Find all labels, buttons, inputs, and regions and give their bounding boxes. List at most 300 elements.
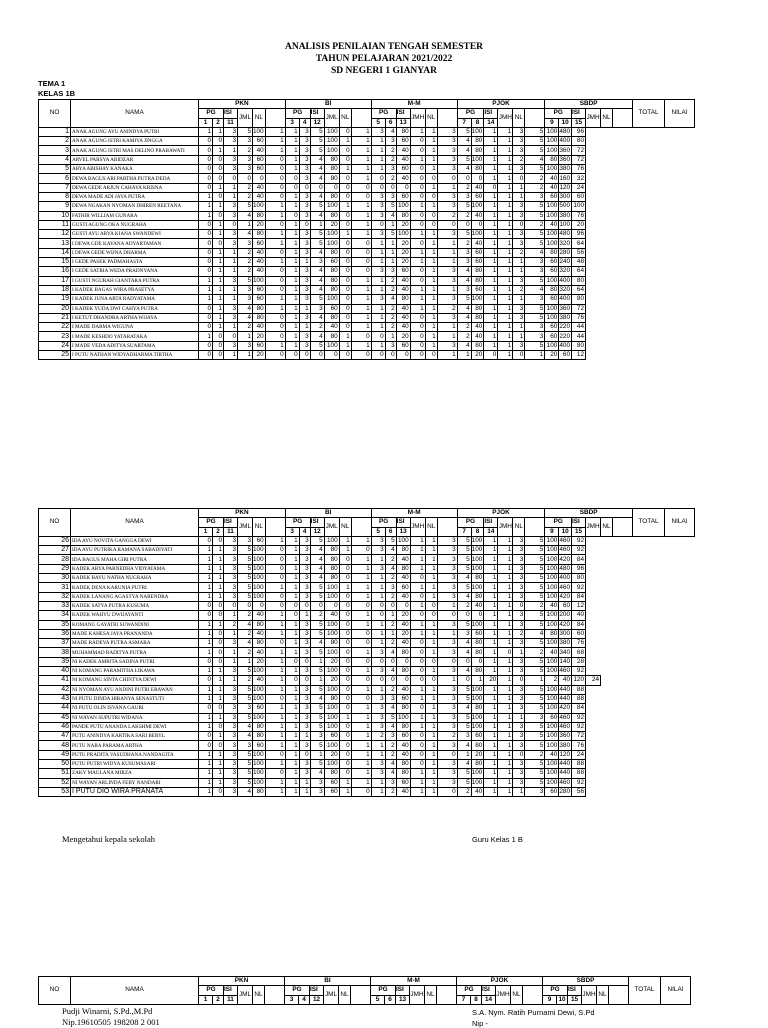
student-name: PUTU NARA PARAMA ARTHA [71,741,199,750]
score-cell: 5 [238,127,253,136]
table-row [39,165,695,174]
score-cell: 1 [484,760,498,769]
score-cell: 2 [457,601,471,610]
total-cell: 280 [559,248,571,256]
total-cell: 460 [559,583,571,591]
score-cell: 3 [437,592,457,601]
score-cell: 0 [213,174,224,183]
score-cell: 1 [498,165,513,174]
table-row [39,778,695,787]
score-cell: 100 [398,230,409,238]
score-cell: 1 [265,239,285,248]
score-cell: 1 [265,127,285,136]
pg-header: PG [285,986,310,995]
nilai-cell: 100 [573,202,585,210]
score-cell: 80 [471,146,484,155]
score-cell: 1 [339,341,351,350]
score-cell: 3 [437,536,457,545]
score-cell: 2 [457,239,471,248]
question-number: 6 [385,118,396,127]
score-cell: 80 [253,211,266,220]
score-cell: 0 [339,750,351,759]
score-cell: 0 [265,574,285,583]
score-cell: 80 [324,192,339,201]
total-cell: 300 [559,630,571,637]
score-cell: 3 [299,592,310,601]
nilai-cell: 72 [572,732,586,741]
score-cell: 3 [513,732,525,741]
score-cell: 40 [396,313,410,322]
score-cell: 3 [224,750,238,759]
score-cell: 2 [385,787,396,796]
table-row [39,592,695,601]
score-cell: 0 [351,546,371,555]
score-cell: 100 [546,146,558,154]
score-cell: 1 [498,155,513,164]
score-cell: 1 [265,778,285,787]
score-cell: 1 [498,592,513,601]
score-cell: 4 [457,313,471,322]
score-cell: 1 [425,127,437,136]
score-cell: 1 [410,694,425,703]
score-cell: 2 [238,192,253,201]
score-cell: 1 [425,574,437,583]
score-cell: 4 [385,667,396,676]
score-cell: 3 [513,137,525,146]
score-cell: 0 [265,220,285,229]
score-cell: 5 [525,722,545,731]
score-cell: 100 [546,165,558,173]
score-cell: 0 [484,351,498,360]
score-cell: 4 [310,564,324,573]
score-cell: 4 [457,704,471,713]
score-cell: 80 [396,564,410,573]
score-cell: 1 [213,304,224,313]
score-cell: 3 [385,341,396,350]
score-cell: 3 [437,760,457,769]
score-cell: 80 [324,332,339,341]
score-cell: 80 [545,629,559,638]
score-cell: 1 [484,341,498,350]
table-row [39,694,695,703]
question-number: 12 [310,527,324,536]
score-cell: 80 [545,285,559,294]
score-cell: 3 [299,741,310,750]
score-cell: 3 [457,248,471,257]
score-cell: 4 [238,722,253,731]
score-cell: 1 [224,183,238,192]
score-cell: 5 [457,564,471,573]
score-cell: 3 [525,713,545,722]
score-cell: 1 [484,267,498,276]
score-cell: 1 [265,648,285,657]
score-cell: 2 [385,174,396,183]
nilai-cell: 72 [572,155,586,164]
score-cell: 4 [457,165,471,174]
row-number: 17 [39,276,71,285]
score-cell: 1 [371,146,385,155]
score-cell: 5 [238,564,253,573]
score-cell: 1 [339,332,351,341]
student-name: I KADEK JUNA ARTA RADYATAMA [71,295,199,304]
total-cell: 360 [559,155,571,163]
score-cell: 1 [498,536,513,545]
question-number: 11 [224,995,238,1004]
isi-header: ISI [396,986,410,995]
question-number: 15 [572,527,586,536]
score-cell: 100 [546,546,558,554]
score-cell: 3 [385,778,396,787]
nilai-cell: 84 [572,592,586,601]
score-cell: 100 [253,750,264,758]
score-cell: 3 [513,657,525,666]
score-cell: 60 [253,741,266,750]
score-cell: 1 [339,546,351,555]
score-cell: 1 [410,202,425,211]
score-cell: 0 [339,220,351,229]
score-cell: 0 [396,676,410,685]
score-cell: 1 [199,592,213,601]
score-cell: 1 [498,127,513,136]
score-cell: 5 [310,536,324,545]
score-cell: 3 [299,648,310,657]
score-cell: 1 [484,155,498,164]
score-cell: 5 [525,620,545,629]
score-cell: 0 [371,220,385,229]
table-row [39,332,695,341]
row-number: 21 [39,313,71,322]
table-row [39,676,695,685]
score-cell: 1 [484,258,498,267]
row-number: 39 [39,657,71,666]
score-cell: 0 [385,601,396,610]
score-cell: 3 [371,295,385,304]
score-cell: 1 [351,732,371,741]
score-cell: 1 [213,555,224,564]
score-cell: 80 [253,787,266,796]
score-cell: 1 [371,592,385,601]
score-cell: 5 [525,694,545,703]
pg-header: PG [199,518,224,527]
student-name: NI PUTU OLIN ISVANA GAURI [71,704,199,713]
score-cell: 60 [471,732,484,741]
score-cell: 1 [425,592,437,601]
score-cell: 1 [199,629,213,638]
score-cell: 80 [324,165,339,174]
score-cell: 1 [385,332,396,341]
score-cell: 5 [525,536,545,545]
row-number: 45 [39,713,71,722]
row-number: 9 [39,202,71,211]
score-cell: 1 [339,583,351,592]
score-cell: 5 [525,704,545,713]
score-cell: 5 [385,230,396,239]
score-cell: 0 [265,285,285,294]
score-cell: 1 [513,332,525,341]
score-cell: 100 [253,276,264,284]
score-cell: 4 [238,620,253,629]
score-cell: 40 [253,323,266,332]
score-cell: 3 [224,536,238,545]
score-cell: 2 [238,323,253,332]
row-number: 30 [39,574,71,583]
score-cell: 5 [310,295,324,304]
student-name: ANAK AGUNG ISTRI MAS DELINO PRABAWATI [71,146,199,155]
score-cell: 2 [545,676,559,685]
score-cell: 1 [339,165,351,174]
score-cell: 40 [396,620,410,629]
table-row [39,220,695,229]
score-cell: 1 [425,146,437,155]
score-cell: 80 [471,313,484,322]
score-cell: 4 [457,304,471,313]
score-cell: 1 [425,732,437,741]
score-cell: 3 [310,732,324,741]
score-cell: 0 [213,165,224,174]
score-cell: 1 [371,313,385,322]
pg-header: PG [457,109,484,118]
student-name: DEWA BAGUS ARI PARTHA PUTRA DEDA [71,174,199,183]
score-cell: 3 [299,285,310,294]
score-cell: 40 [324,323,339,332]
score-cell: 0 [199,248,213,257]
score-cell: 100 [253,564,264,572]
score-cell: 100 [253,778,264,786]
score-cell: 0 [371,601,385,610]
score-cell: 0 [265,323,285,332]
nilai-cell: 68 [572,648,586,657]
score-cell: 1 [498,620,513,629]
score-cell: 20 [484,676,498,685]
score-cell: 40 [396,750,410,759]
score-cell: 1 [410,536,425,545]
isi-header: ISI [224,986,238,995]
score-cell: 1 [199,750,213,759]
isi-header: ISI [568,986,582,995]
score-cell: 5 [238,546,253,555]
row-number: 31 [39,583,71,592]
score-cell: 100 [471,546,483,554]
score-cell: 3 [437,313,457,322]
score-cell: 3 [525,258,545,267]
score-cell: 3 [513,536,525,545]
score-cell: 40 [396,174,410,183]
score-cell: 0 [351,183,371,192]
score-cell: 1 [484,629,498,638]
score-cell: 80 [324,313,339,322]
nilai-cell: 80 [572,574,586,583]
score-cell: 1 [437,601,457,610]
score-cell: 0 [410,648,425,657]
score-cell: 1 [484,192,498,201]
row-number: 43 [39,694,71,703]
score-cell: 1 [425,183,437,192]
score-cell: 3 [299,165,310,174]
nilai-cell: 76 [572,741,586,750]
score-cell: 1 [437,676,457,685]
subject-header: BI [285,100,371,109]
principal-title: Mengetahui kepala sekolah [62,834,155,844]
score-cell: 1 [199,211,213,220]
score-cell: 5 [310,713,324,722]
score-cell: 5 [525,778,545,787]
spacer-cell [351,109,371,128]
score-cell: 3 [224,127,238,136]
score-cell: 40 [396,592,410,601]
spacer-cell [437,518,457,537]
isi-header: ISI [572,518,586,527]
score-cell: 1 [285,536,299,545]
score-cell: 1 [425,648,437,657]
score-cell: 0 [199,704,213,713]
score-cell: 3 [224,778,238,787]
student-name: PANDE PUTU ANANDA LAKSHMI DEWI [71,722,199,731]
score-cell: 1 [425,304,437,313]
score-cell: 0 [265,248,285,257]
score-cell: 1 [285,713,299,722]
score-cell: 4 [310,694,324,703]
score-cell: 1 [265,583,285,592]
row-number: 34 [39,611,71,620]
score-cell: 3 [310,304,324,313]
score-cell: 100 [546,128,558,136]
score-cell: 0 [213,137,224,146]
score-cell: 1 [437,248,457,257]
score-cell: 3 [525,295,545,304]
score-cell: 0 [265,555,285,564]
score-cell: 1 [213,230,224,239]
score-cell: 0 [396,601,410,610]
score-cell: 0 [339,601,351,610]
score-cell: 5 [310,704,324,713]
score-cell: 3 [513,304,525,313]
subject-header: M-M [371,977,457,986]
score-cell: 1 [484,741,498,750]
score-cell: 60 [471,248,484,257]
score-cell: 3 [310,778,324,787]
score-cell: 40 [545,601,559,610]
sum-header: JML [238,518,253,537]
score-cell: 1 [265,211,285,220]
score-cell: 5 [238,276,253,285]
sum-header: JMH [498,518,513,537]
score-cell: 1 [351,583,371,592]
subject-header: PJOK [457,100,545,109]
score-cell: 1 [285,220,299,229]
nilai-cell: 44 [572,332,586,341]
score-cell: 80 [471,741,484,750]
score-cell: 3 [525,332,545,341]
score-cell: 0 [265,769,285,778]
student-name: I KADEK YUDA DWI CAHYA PUTRA [71,304,199,313]
score-cell: 1 [425,546,437,555]
score-cell: 3 [513,583,525,592]
score-cell: 1 [213,248,224,257]
subject-header: PKN [199,100,286,109]
score-cell: 80 [471,137,484,146]
score-cell: 1 [498,351,513,360]
total-cell: 440 [559,760,571,768]
score-cell: 3 [371,127,385,136]
score-cell: 1 [484,722,498,731]
score-cell: 1 [351,341,371,350]
student-name: I KETUT DHANDRA ARTHA WIJAYA [71,313,199,322]
score-cell: 0 [437,220,457,229]
score-cell: 1 [213,146,224,155]
score-cell: 5 [310,341,324,350]
score-cell: 2 [238,611,253,620]
score-cell: 0 [213,155,224,164]
score-cell: 3 [371,211,385,220]
score-cell: 80 [545,248,559,257]
score-cell: 3 [437,722,457,731]
score-cell: 1 [199,276,213,285]
score-cell: 0 [339,211,351,220]
score-table-page-2 [38,508,695,797]
score-cell: 1 [299,304,310,313]
table-row [39,583,695,592]
title-line-3: SD NEGERI 1 GIANYAR [330,66,438,76]
score-cell: 3 [299,769,310,778]
score-cell: 3 [437,546,457,555]
score-cell: 0 [199,611,213,620]
score-cell: 80 [324,694,339,703]
score-cell: 80 [324,769,339,778]
row-number: 47 [39,732,71,741]
question-number: 15 [572,118,586,127]
score-cell: 0 [339,769,351,778]
score-cell: 0 [425,192,437,201]
score-cell: 1 [425,555,437,564]
nilai-cell: 56 [572,248,586,257]
score-cell: 3 [299,564,310,573]
score-cell: 1 [265,676,285,685]
score-cell: 0 [265,564,285,573]
score-cell: 4 [457,592,471,601]
nl-header: NL [425,109,437,128]
score-cell: 80 [253,230,266,239]
score-cell: 5 [525,769,545,778]
score-cell: 1 [351,127,371,136]
score-cell: 0 [339,323,351,332]
score-cell: 3 [513,694,525,703]
score-cell: 1 [213,220,224,229]
score-cell: 80 [471,574,484,583]
score-cell: 40 [545,183,559,192]
question-number: 3 [285,118,299,127]
score-cell: 0 [339,276,351,285]
score-cell: 80 [253,304,266,313]
score-cell: 5 [238,583,253,592]
total-cell: 300 [559,193,571,201]
score-cell: 100 [471,583,483,591]
student-name: IDA BAGUS MAHA GIRI PUTRA [71,555,199,564]
score-cell: 1 [425,620,437,629]
score-cell: 1 [213,667,224,676]
score-cell: 1 [299,778,310,787]
question-number: 4 [299,995,310,1004]
student-name: PUTU PUTRI WIDYA KUSUMASARI [71,760,199,769]
score-cell: 3 [299,239,310,248]
col-nama-header: NAMA [71,100,199,128]
score-cell: 40 [253,648,266,657]
score-cell: 3 [513,741,525,750]
score-cell: 1 [513,295,525,304]
score-cell: 3 [299,313,310,322]
score-cell: 1 [351,574,371,583]
nilai-cell: 88 [572,760,586,769]
student-name: ANAK AGUNG AYU ANINDYA PUTRI [71,127,199,136]
